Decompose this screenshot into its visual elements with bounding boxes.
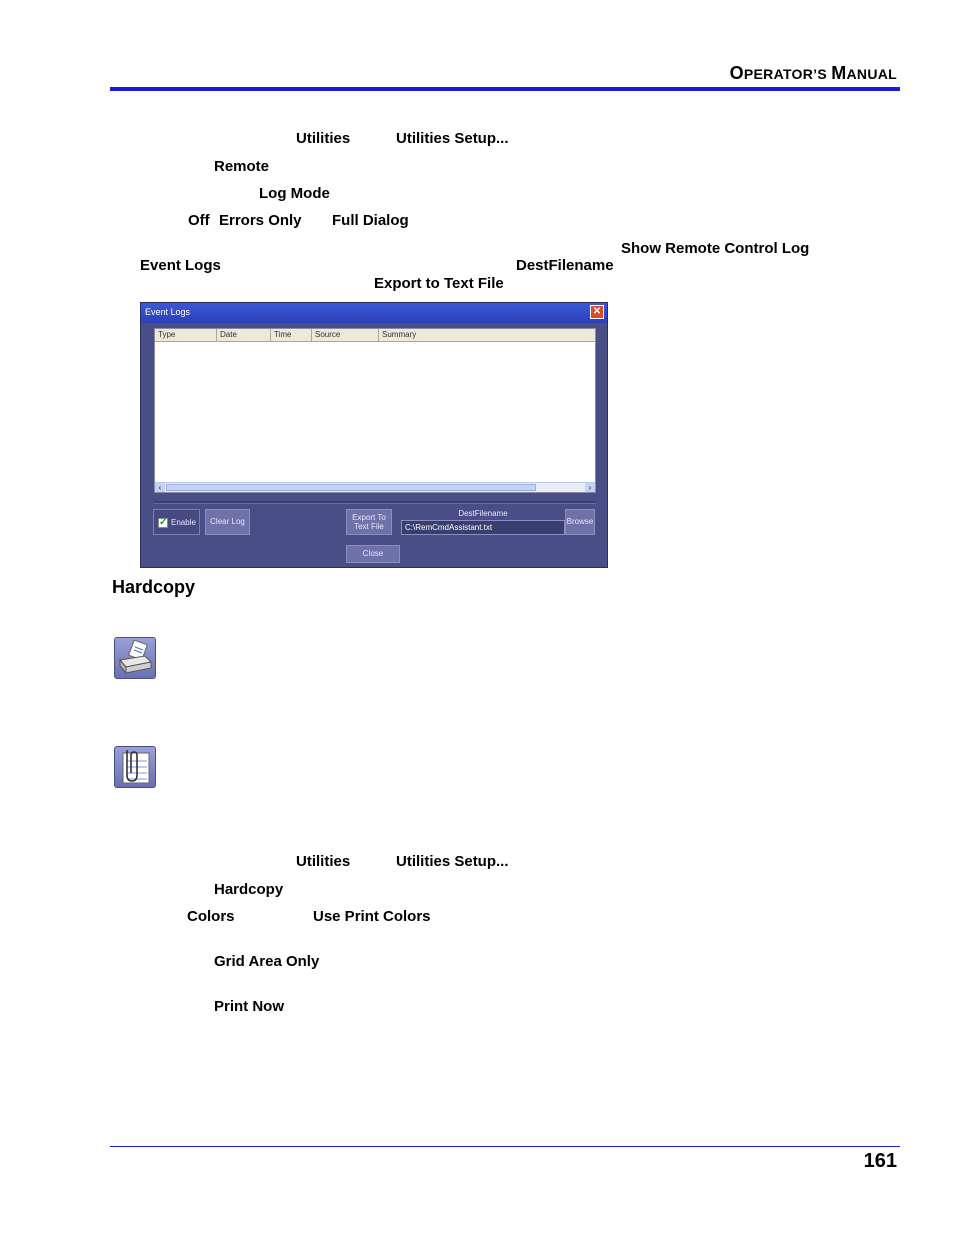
clipboard-icon [114, 746, 156, 788]
term-grid-area-only: Grid Area Only [214, 953, 320, 970]
checkmark-icon: ✓ [159, 517, 168, 528]
term-utilities-setup: Utilities Setup... [396, 130, 509, 147]
enable-checkbox[interactable] [153, 509, 200, 535]
header-rule [110, 87, 900, 91]
dialog-title: Event Logs [145, 307, 191, 317]
scroll-left-icon[interactable]: ‹ [155, 483, 165, 492]
term-colors: Colors [187, 908, 235, 925]
close-button[interactable]: Close [346, 545, 400, 563]
export-to-text-file-button[interactable] [346, 509, 392, 535]
term-print-now: Print Now [214, 998, 284, 1015]
enable-label: Enable [171, 518, 196, 527]
export-label-line2: Text File [354, 522, 384, 531]
dest-filename-label: DestFilename [458, 509, 508, 518]
dest-filename-field[interactable]: C:\RemCmdAssistant.txt [401, 520, 565, 535]
event-log-list[interactable] [154, 328, 596, 493]
running-header: OPERATOR’S MANUAL [729, 63, 897, 83]
term-log-mode: Log Mode [259, 185, 330, 202]
term-utilities-2: Utilities [296, 853, 351, 870]
term-show-remote-control-log: Show Remote Control Log [621, 240, 810, 257]
close-icon[interactable]: ✕ [590, 305, 604, 319]
column-type[interactable]: Type [155, 329, 217, 341]
clear-log-button[interactable]: Clear Log [205, 509, 250, 535]
horizontal-scrollbar[interactable] [155, 482, 595, 492]
term-destfilename: DestFilename [516, 257, 614, 274]
scroll-thumb[interactable] [166, 484, 536, 491]
column-source[interactable]: Source [312, 329, 379, 341]
column-time[interactable]: Time [271, 329, 312, 341]
term-utilities-setup-2: Utilities Setup... [396, 853, 509, 870]
column-summary[interactable]: Summary [382, 330, 417, 339]
term-utilities: Utilities [296, 130, 351, 147]
term-remote: Remote [214, 158, 270, 175]
scroll-right-icon[interactable]: › [585, 483, 595, 492]
browse-button[interactable]: Browse [565, 509, 595, 535]
term-event-logs: Event Logs [140, 257, 221, 274]
term-use-print-colors: Use Print Colors [313, 908, 431, 925]
dialog-divider [154, 501, 596, 504]
dialog-title-bar [141, 303, 607, 323]
term-full-dialog: Full Dialog [332, 212, 409, 229]
footer-rule [110, 1146, 900, 1147]
term-off: Off [188, 212, 210, 229]
page-number: 161 [863, 1150, 897, 1172]
export-label-line1: Export To [352, 513, 386, 522]
list-header [155, 329, 595, 342]
column-date[interactable]: Date [217, 329, 271, 341]
printer-icon [114, 637, 156, 679]
term-export-to-text-file: Export to Text File [374, 275, 504, 292]
section-heading-hardcopy: Hardcopy [112, 577, 196, 597]
term-errors-only: Errors Only [219, 212, 302, 229]
term-hardcopy: Hardcopy [214, 881, 284, 898]
event-logs-dialog [140, 302, 608, 568]
